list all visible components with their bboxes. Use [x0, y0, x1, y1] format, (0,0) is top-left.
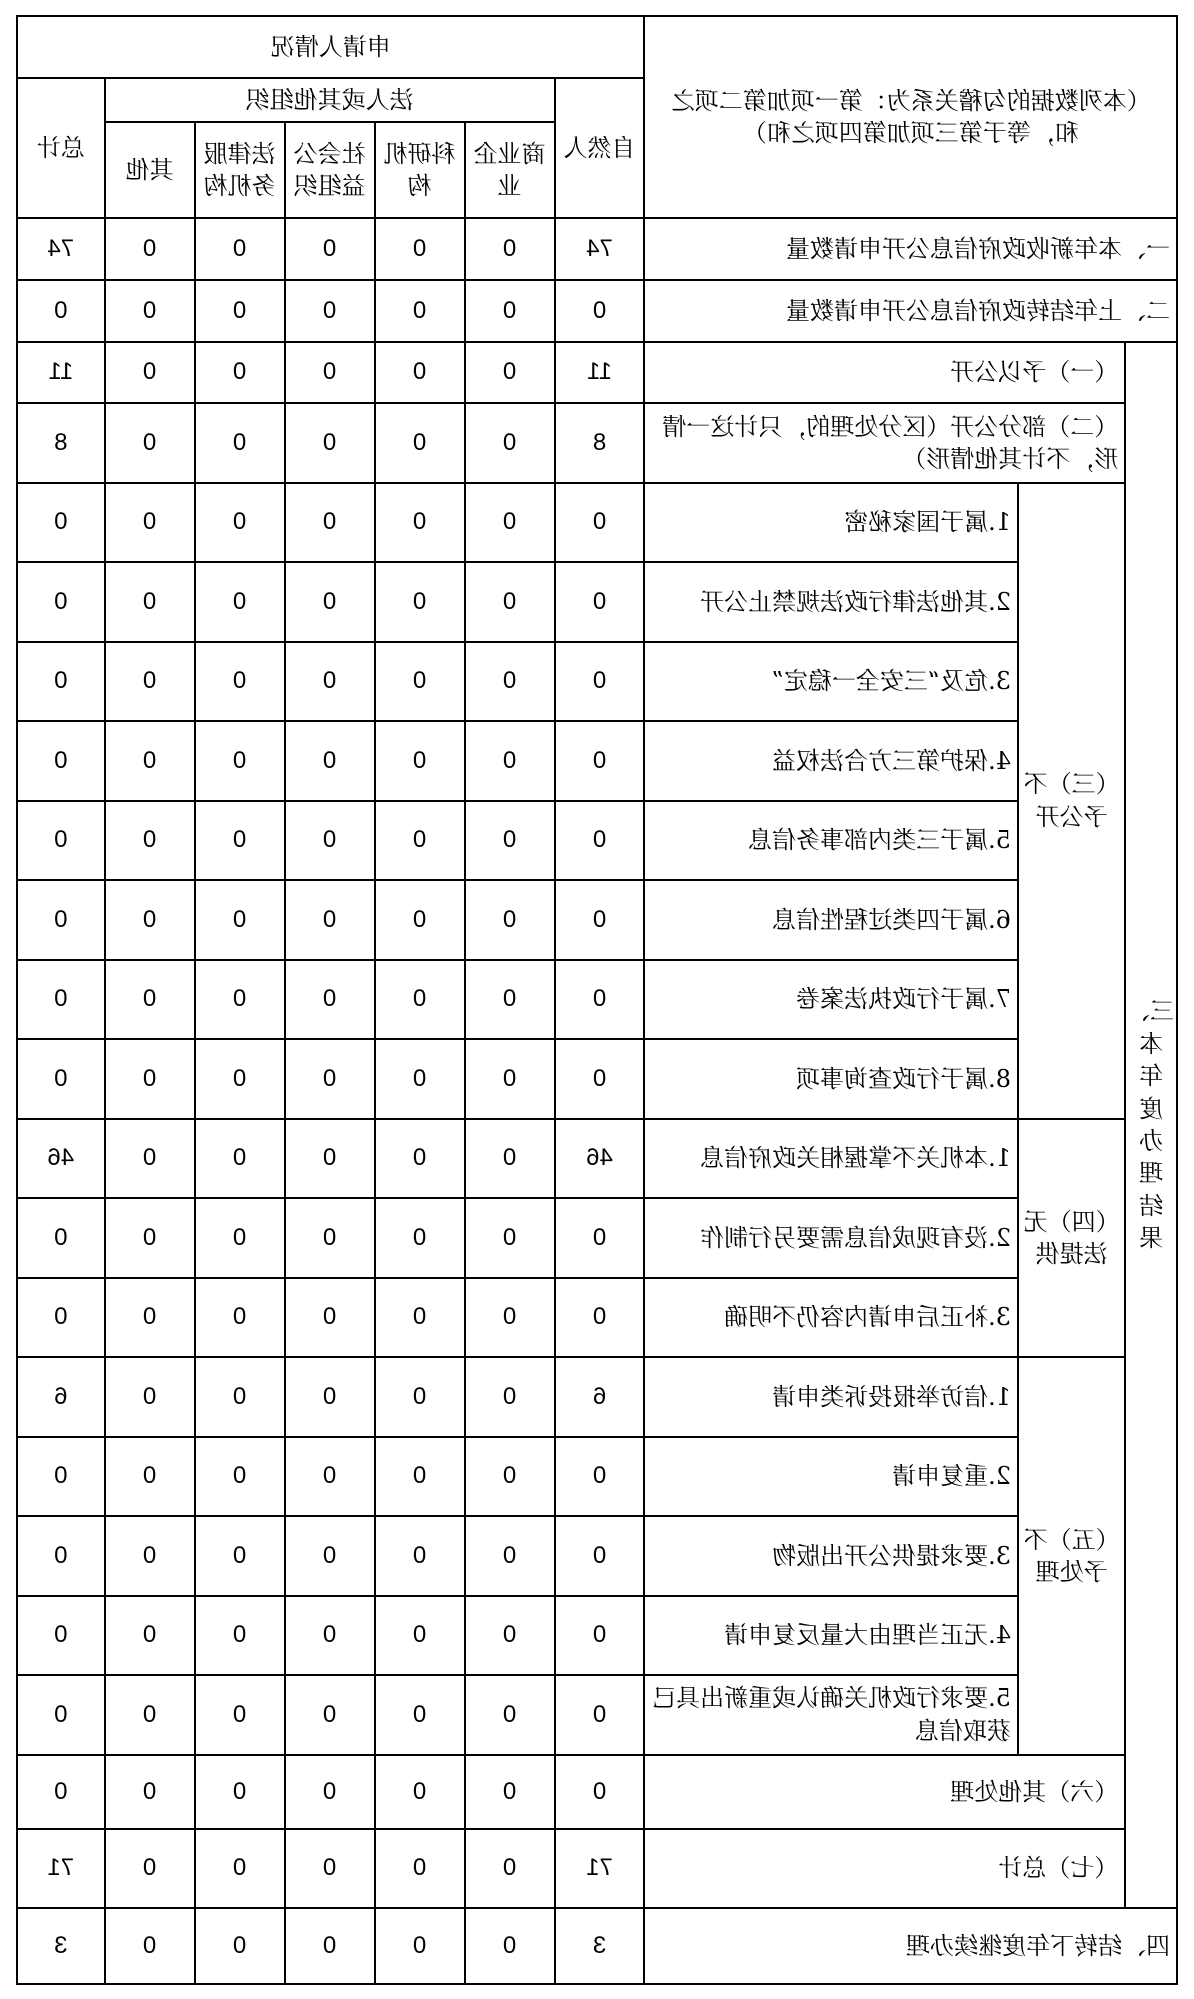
value-cell: 0	[195, 1039, 285, 1118]
row-label: 5.要求行政机关确认或重新出具已获取信息	[645, 1675, 1019, 1754]
value-cell: 0	[105, 403, 195, 482]
value-cell: 0	[285, 960, 375, 1039]
value-cell: 0	[555, 1596, 645, 1675]
value-cell: 0	[465, 1039, 555, 1118]
table-row	[17, 1516, 1177, 1595]
group-5-label: （五）不予处理	[1018, 1357, 1125, 1754]
group-4-label: （四）无法提供	[1018, 1119, 1125, 1357]
value-cell: 0	[375, 801, 465, 880]
value-cell: 0	[105, 483, 195, 562]
value-cell: 0	[375, 1357, 465, 1436]
value-cell: 0	[375, 642, 465, 721]
table-row	[17, 1829, 1177, 1908]
value-cell: 0	[105, 1198, 195, 1277]
value-cell: 0	[375, 960, 465, 1039]
value-cell: 0	[195, 1675, 285, 1754]
value-cell: 0	[195, 721, 285, 800]
research-institution-header: 科研机构	[375, 122, 465, 218]
legal-service-org-header: 法律服务机构	[195, 122, 285, 218]
value-cell: 0	[285, 483, 375, 562]
value-cell: 0	[375, 1437, 465, 1516]
total-header: 总计	[17, 78, 105, 219]
value-cell: 0	[465, 483, 555, 562]
value-cell: 0	[105, 562, 195, 641]
row-label: 8.属于行政查询事项	[645, 1039, 1019, 1118]
value-cell: 0	[105, 218, 195, 280]
value-cell: 0	[285, 1278, 375, 1357]
value-cell: 0	[285, 218, 375, 280]
value-cell: 0	[465, 1278, 555, 1357]
value-cell: 0	[465, 403, 555, 482]
value-cell: 0	[465, 280, 555, 342]
value-cell: 0	[105, 721, 195, 800]
value-cell: 0	[195, 280, 285, 342]
natural-person-header: 自然人	[555, 78, 645, 219]
value-cell: 0	[17, 1675, 105, 1754]
value-cell: 0	[285, 642, 375, 721]
table-row	[17, 1437, 1177, 1516]
value-cell: 0	[465, 960, 555, 1039]
value-cell: 0	[465, 1829, 555, 1908]
table-row	[17, 1596, 1177, 1675]
value-cell: 0	[465, 1755, 555, 1829]
value-cell: 0	[105, 880, 195, 959]
row-label: 3.要求提供公开出版物	[645, 1516, 1019, 1595]
table-row	[17, 403, 1177, 482]
value-cell: 0	[555, 1675, 645, 1754]
value-cell: 0	[195, 1829, 285, 1908]
value-cell: 0	[285, 1675, 375, 1754]
value-cell: 0	[195, 1908, 285, 1984]
value-cell: 0	[17, 280, 105, 342]
value-cell: 0	[195, 1357, 285, 1436]
table-row	[17, 1357, 1177, 1436]
other-org-header: 其他	[105, 122, 195, 218]
value-cell: 0	[195, 1437, 285, 1516]
value-cell: 0	[375, 1039, 465, 1118]
value-cell: 0	[195, 1119, 285, 1198]
value-cell: 0	[195, 483, 285, 562]
value-cell: 0	[17, 562, 105, 641]
table-row	[17, 721, 1177, 800]
value-cell: 0	[285, 403, 375, 482]
table-row	[17, 642, 1177, 721]
value-cell: 3	[17, 1908, 105, 1984]
row-label: 3.补正后申请内容仍不明确	[645, 1278, 1019, 1357]
value-cell: 0	[105, 280, 195, 342]
value-cell: 0	[105, 342, 195, 404]
row-label: （一）予以公开	[645, 342, 1126, 404]
row-label: （七）总计	[645, 1829, 1126, 1908]
value-cell: 0	[375, 880, 465, 959]
value-cell: 0	[195, 801, 285, 880]
table-row	[17, 1119, 1177, 1198]
value-cell: 0	[375, 483, 465, 562]
value-cell: 0	[465, 1357, 555, 1436]
value-cell: 46	[555, 1119, 645, 1198]
value-cell: 71	[17, 1829, 105, 1908]
value-cell: 0	[555, 880, 645, 959]
value-cell: 0	[375, 562, 465, 641]
value-cell: 0	[375, 1119, 465, 1198]
value-cell: 0	[375, 1516, 465, 1595]
value-cell: 0	[195, 1516, 285, 1595]
value-cell: 0	[195, 342, 285, 404]
government-information-disclosure-table	[16, 15, 1178, 1985]
value-cell: 0	[465, 218, 555, 280]
value-cell: 0	[555, 1755, 645, 1829]
value-cell: 0	[285, 801, 375, 880]
commercial-enterprise-header: 商业企业	[465, 122, 555, 218]
value-cell: 0	[555, 1437, 645, 1516]
value-cell: 0	[285, 1829, 375, 1908]
value-cell: 0	[285, 562, 375, 641]
value-cell: 0	[105, 960, 195, 1039]
value-cell: 0	[195, 562, 285, 641]
value-cell: 3	[555, 1908, 645, 1984]
table-row	[17, 218, 1177, 280]
value-cell: 0	[17, 1755, 105, 1829]
value-cell: 0	[375, 218, 465, 280]
value-cell: 0	[375, 1198, 465, 1277]
table-row	[17, 880, 1177, 959]
table-row	[17, 801, 1177, 880]
section-3-label: 三、本年度办理结果	[1125, 342, 1177, 1909]
value-cell: 74	[555, 218, 645, 280]
value-cell: 0	[17, 1198, 105, 1277]
table-row	[17, 1675, 1177, 1754]
value-cell: 0	[375, 280, 465, 342]
value-cell: 46	[17, 1119, 105, 1198]
value-cell: 0	[285, 1596, 375, 1675]
value-cell: 0	[285, 342, 375, 404]
value-cell: 0	[375, 403, 465, 482]
row-label: 5.属于三类内部事务信息	[645, 801, 1019, 880]
value-cell: 0	[465, 1596, 555, 1675]
value-cell: 0	[17, 1516, 105, 1595]
value-cell: 0	[555, 801, 645, 880]
table-row	[17, 1039, 1177, 1118]
row-label: 4.保护第三方合法权益	[645, 721, 1019, 800]
value-cell: 8	[555, 403, 645, 482]
table-row	[17, 483, 1177, 562]
value-cell: 0	[465, 1437, 555, 1516]
value-cell: 0	[17, 880, 105, 959]
public-welfare-org-header: 社会公益组织	[285, 122, 375, 218]
value-cell: 0	[195, 218, 285, 280]
row-label: 2.重复申请	[645, 1437, 1019, 1516]
value-cell: 0	[555, 562, 645, 641]
applicant-situation-header: 申请人情况	[17, 16, 645, 78]
value-cell: 11	[555, 342, 645, 404]
value-cell: 0	[105, 1119, 195, 1198]
value-cell: 0	[17, 721, 105, 800]
value-cell: 0	[285, 880, 375, 959]
value-cell: 0	[105, 1755, 195, 1829]
value-cell: 0	[555, 483, 645, 562]
value-cell: 0	[465, 1516, 555, 1595]
value-cell: 0	[195, 960, 285, 1039]
value-cell: 8	[17, 403, 105, 482]
row-label: 二、上年结转政府信息公开申请数量	[645, 280, 1178, 342]
value-cell: 0	[285, 1516, 375, 1595]
value-cell: 11	[17, 342, 105, 404]
row-label: （六）其他处理	[645, 1755, 1126, 1829]
value-cell: 0	[285, 1755, 375, 1829]
value-cell: 71	[555, 1829, 645, 1908]
row-label: 7.属于行政执法案卷	[645, 960, 1019, 1039]
value-cell: 0	[105, 1675, 195, 1754]
group-3-label: （三）不予公开	[1018, 483, 1125, 1119]
value-cell: 0	[17, 1039, 105, 1118]
value-cell: 0	[285, 721, 375, 800]
table-row	[17, 1198, 1177, 1277]
value-cell: 0	[17, 483, 105, 562]
row-label: 1.本机关不掌握相关政府信息	[645, 1119, 1019, 1198]
value-cell: 0	[105, 1516, 195, 1595]
value-cell: 0	[17, 1278, 105, 1357]
table-row	[17, 1278, 1177, 1357]
value-cell: 0	[17, 801, 105, 880]
row-label: 4.无正当理由大量反复申请	[645, 1596, 1019, 1675]
value-cell: 0	[105, 1437, 195, 1516]
value-cell: 0	[375, 1596, 465, 1675]
value-cell: 0	[375, 1908, 465, 1984]
value-cell: 0	[105, 642, 195, 721]
row-label: 2.其他法律行政法规禁止公开	[645, 562, 1019, 641]
value-cell: 0	[285, 1437, 375, 1516]
value-cell: 0	[555, 960, 645, 1039]
table-note-cell: （本列数据的勾稽关系为：第一项加第二项之和，等于第三项加第四项之和）	[645, 16, 1178, 218]
value-cell: 0	[375, 342, 465, 404]
value-cell: 0	[375, 1755, 465, 1829]
value-cell: 6	[555, 1357, 645, 1436]
row-label: （二）部分公开（区分处理的，只计这一情形，不计其他情形）	[645, 403, 1126, 482]
value-cell: 0	[465, 721, 555, 800]
row-label: 1.属于国家秘密	[645, 483, 1019, 562]
value-cell: 0	[195, 1596, 285, 1675]
value-cell: 0	[375, 721, 465, 800]
table-row	[17, 1755, 1177, 1829]
row-label: 3.危及“三安全一稳定”	[645, 642, 1019, 721]
table-row	[17, 960, 1177, 1039]
value-cell: 0	[105, 1596, 195, 1675]
value-cell: 0	[17, 1596, 105, 1675]
value-cell: 0	[555, 1198, 645, 1277]
value-cell: 0	[465, 562, 555, 641]
value-cell: 0	[195, 1755, 285, 1829]
value-cell: 0	[17, 960, 105, 1039]
value-cell: 0	[555, 1516, 645, 1595]
value-cell: 0	[195, 1278, 285, 1357]
table-row	[17, 342, 1177, 404]
row-label: 四、结转下年度继续办理	[645, 1908, 1178, 1984]
value-cell: 0	[195, 642, 285, 721]
value-cell: 0	[465, 880, 555, 959]
value-cell: 6	[17, 1357, 105, 1436]
value-cell: 0	[285, 1908, 375, 1984]
value-cell: 0	[285, 280, 375, 342]
value-cell: 0	[285, 1198, 375, 1277]
value-cell: 74	[17, 218, 105, 280]
row-label: 一、本年新收政府信息公开申请数量	[645, 218, 1178, 280]
table-row	[17, 1908, 1177, 1984]
value-cell: 0	[375, 1278, 465, 1357]
value-cell: 0	[555, 280, 645, 342]
value-cell: 0	[105, 1357, 195, 1436]
value-cell: 0	[285, 1119, 375, 1198]
value-cell: 0	[555, 1039, 645, 1118]
value-cell: 0	[465, 1675, 555, 1754]
value-cell: 0	[465, 342, 555, 404]
value-cell: 0	[105, 1908, 195, 1984]
value-cell: 0	[555, 721, 645, 800]
value-cell: 0	[465, 1119, 555, 1198]
table-row	[17, 280, 1177, 342]
value-cell: 0	[105, 1278, 195, 1357]
value-cell: 0	[105, 1039, 195, 1118]
value-cell: 0	[465, 642, 555, 721]
value-cell: 0	[195, 1198, 285, 1277]
value-cell: 0	[465, 1908, 555, 1984]
value-cell: 0	[375, 1829, 465, 1908]
value-cell: 0	[17, 642, 105, 721]
value-cell: 0	[285, 1039, 375, 1118]
value-cell: 0	[465, 801, 555, 880]
value-cell: 0	[555, 1278, 645, 1357]
row-label: 1.信访举报投诉类申请	[645, 1357, 1019, 1436]
legal-person-group-header: 法人或其他组织	[105, 78, 555, 122]
value-cell: 0	[195, 403, 285, 482]
value-cell: 0	[17, 1437, 105, 1516]
value-cell: 0	[465, 1198, 555, 1277]
value-cell: 0	[555, 642, 645, 721]
row-label: 6.属于四类过程性信息	[645, 880, 1019, 959]
value-cell: 0	[105, 1829, 195, 1908]
value-cell: 0	[285, 1357, 375, 1436]
value-cell: 0	[375, 1675, 465, 1754]
table-row	[17, 562, 1177, 641]
row-label: 2.没有现成信息需要另行制作	[645, 1198, 1019, 1277]
value-cell: 0	[195, 880, 285, 959]
value-cell: 0	[105, 801, 195, 880]
